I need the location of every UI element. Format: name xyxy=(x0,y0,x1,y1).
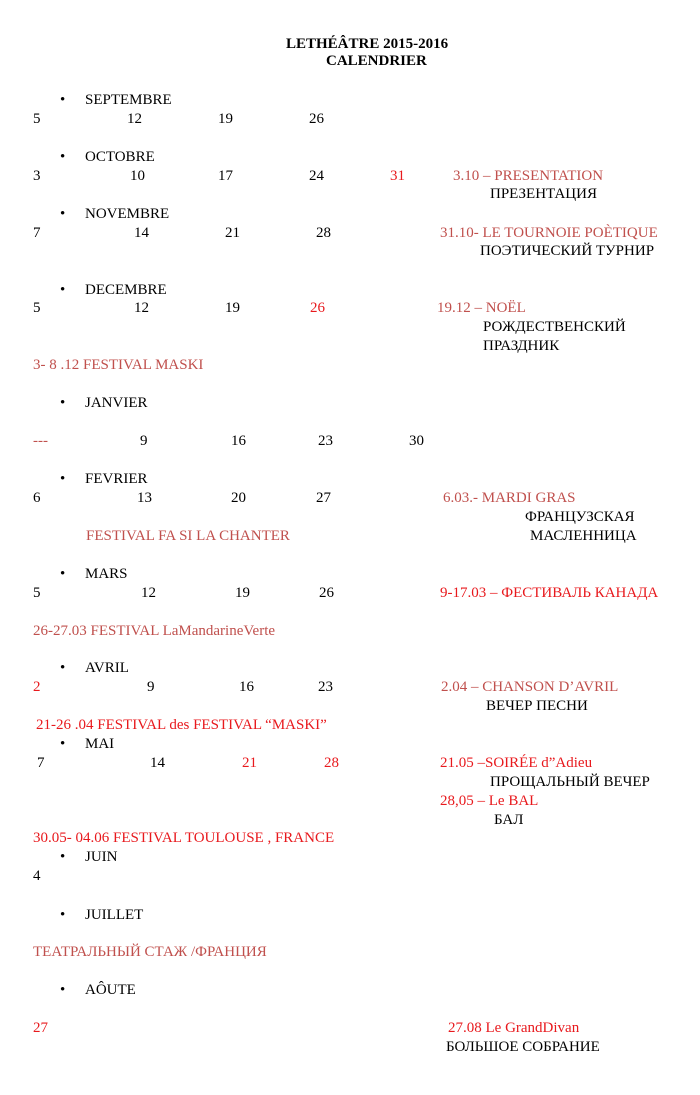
event-fr: 21.05 –SOIRÉE d”Adieu xyxy=(440,755,593,771)
event-ru: ПРАЗДНИК xyxy=(483,338,560,354)
day-highlight: 27 xyxy=(33,1020,48,1036)
day: 23 xyxy=(318,433,333,449)
event-fr: 2.04 – CHANSON D’AVRIL xyxy=(441,679,619,695)
month-label: NOVEMBRE xyxy=(85,206,170,222)
bullet-icon: • xyxy=(60,395,66,411)
day: 16 xyxy=(231,433,246,449)
month-label: AÔUTE xyxy=(85,982,136,998)
day: 12 xyxy=(134,300,149,316)
day: 20 xyxy=(231,490,246,506)
event-ru: ПРЕЗЕНТАЦИЯ xyxy=(490,186,597,202)
day: 19 xyxy=(225,300,240,316)
event-fr: 28,05 – Le BAL xyxy=(440,793,539,809)
day: 19 xyxy=(218,111,233,127)
event-ru: БАЛ xyxy=(494,812,524,828)
day: 5 xyxy=(33,585,41,601)
day: 7 xyxy=(37,755,45,771)
day: 4 xyxy=(33,868,41,884)
day-placeholder: --- xyxy=(33,433,48,449)
event-fr: 27.08 Le GrandDivan xyxy=(448,1020,580,1036)
event-ru: БОЛЬШОЕ СОБРАНИЕ xyxy=(446,1039,600,1055)
bullet-icon: • xyxy=(60,149,66,165)
event-fr: 31.10- LE TOURNOIE POÈTIQUE xyxy=(440,225,658,241)
month-label: AVRIL xyxy=(85,660,129,676)
day-highlight: 21 xyxy=(242,755,257,771)
day-highlight: 26 xyxy=(310,300,325,316)
day-highlight: 2 xyxy=(33,679,41,695)
month-label: OCTOBRE xyxy=(85,149,155,165)
day: 12 xyxy=(127,111,142,127)
day: 19 xyxy=(235,585,250,601)
event-ru: ВЕЧЕР ПЕСНИ xyxy=(486,698,588,714)
day: 26 xyxy=(309,111,324,127)
festival-line: 21-26 .04 FESTIVAL des FESTIVAL “MASKI” xyxy=(36,717,327,733)
day: 12 xyxy=(141,585,156,601)
day: 24 xyxy=(309,168,324,184)
day: 28 xyxy=(316,225,331,241)
day: 9 xyxy=(147,679,155,695)
day-highlight: 28 xyxy=(324,755,339,771)
day: 17 xyxy=(218,168,233,184)
bullet-icon: • xyxy=(60,660,66,676)
day: 6 xyxy=(33,490,41,506)
bullet-icon: • xyxy=(60,736,66,752)
event-ru: РОЖДЕСТВЕНСКИЙ xyxy=(483,319,626,335)
event-ru: МАСЛЕННИЦА xyxy=(530,528,637,544)
month-label: FEVRIER xyxy=(85,471,148,487)
bullet-icon: • xyxy=(60,471,66,487)
festival-line: 30.05- 04.06 FESTIVAL TOULOUSE , FRANCE xyxy=(33,830,335,846)
bullet-icon: • xyxy=(60,982,66,998)
day: 10 xyxy=(130,168,145,184)
bullet-icon: • xyxy=(60,206,66,222)
page-subtitle: CALENDRIER xyxy=(326,53,427,69)
bullet-icon: • xyxy=(60,282,66,298)
event-fr: 19.12 – NOËL xyxy=(437,300,526,316)
day: 7 xyxy=(33,225,41,241)
month-label: SEPTEMBRE xyxy=(85,92,172,108)
month-label: DECEMBRE xyxy=(85,282,167,298)
festival-line: 26-27.03 FESTIVAL LaMandarineVerte xyxy=(33,623,276,639)
day: 16 xyxy=(239,679,254,695)
month-label: MARS xyxy=(85,566,128,582)
day: 5 xyxy=(33,111,41,127)
festival-line: 3- 8 .12 FESTIVAL MASKI xyxy=(33,357,204,373)
bullet-icon: • xyxy=(60,92,66,108)
festival-line: FESTIVAL FA SI LA CHANTER xyxy=(86,528,290,544)
day: 3 xyxy=(33,168,41,184)
event-ru: ПОЭТИЧЕСКИЙ ТУРНИР xyxy=(480,243,655,259)
day: 13 xyxy=(137,490,152,506)
day-highlight: 31 xyxy=(390,168,405,184)
day: 23 xyxy=(318,679,333,695)
bullet-icon: • xyxy=(60,849,66,865)
day: 21 xyxy=(225,225,240,241)
day: 14 xyxy=(150,755,165,771)
day: 9 xyxy=(140,433,148,449)
bullet-icon: • xyxy=(60,907,66,923)
event: 9-17.03 – ФЕСТИВАЛЬ КАНАДА xyxy=(440,585,659,601)
day: 26 xyxy=(319,585,334,601)
stage-line: ТЕАТРАЛЬНЫЙ СТАЖ /ФРАНЦИЯ xyxy=(33,944,267,960)
day: 27 xyxy=(316,490,331,506)
page-title: LETHÉÂTRE 2015-2016 xyxy=(286,36,449,52)
event-ru: ФРАНЦУЗСКАЯ xyxy=(525,509,635,525)
day: 14 xyxy=(134,225,149,241)
event-ru: ПРОЩАЛЬНЫЙ ВЕЧЕР xyxy=(490,774,650,790)
bullet-icon: • xyxy=(60,566,66,582)
day: 5 xyxy=(33,300,41,316)
month-label: JUIN xyxy=(85,849,118,865)
month-label: JANVIER xyxy=(85,395,148,411)
month-label: JUILLET xyxy=(85,907,144,923)
month-label: MAI xyxy=(85,736,115,752)
event-fr: 3.10 – PRESENTATION xyxy=(453,168,604,184)
day: 30 xyxy=(409,433,424,449)
event-fr: 6.03.- MARDI GRAS xyxy=(443,490,576,506)
